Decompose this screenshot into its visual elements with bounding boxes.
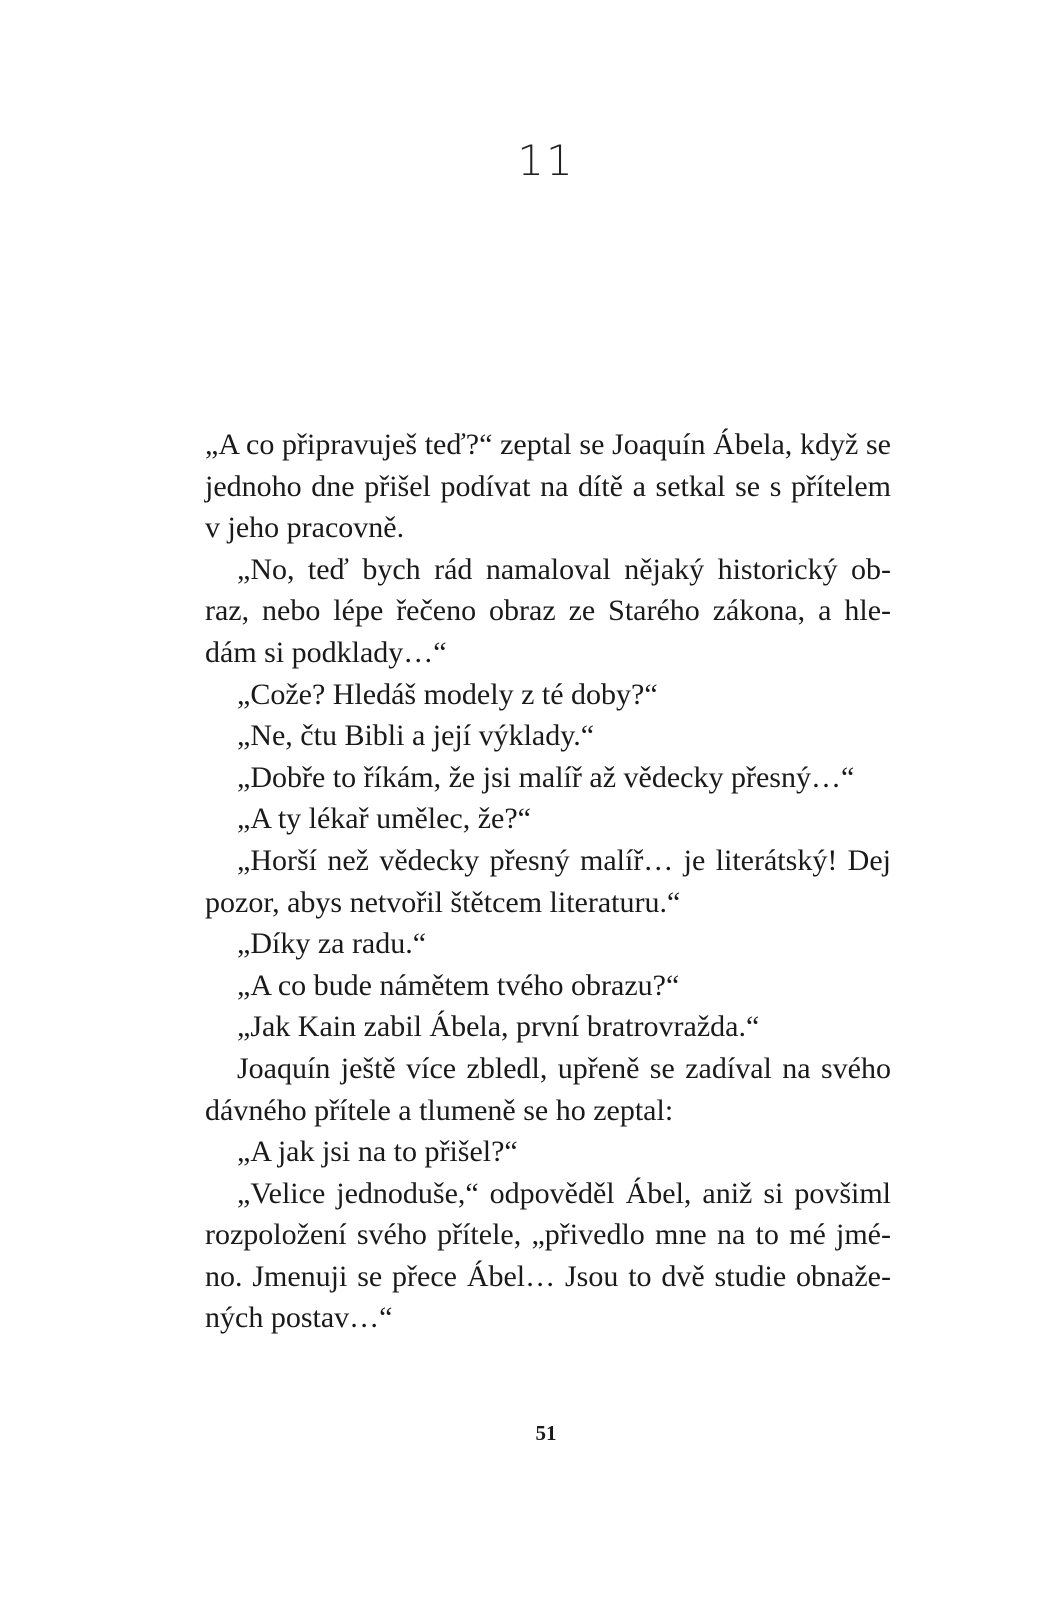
text-line: „A jak jsi na to přišel?“ (237, 1135, 518, 1169)
text-line: v jeho pracovně. (205, 511, 405, 545)
text-line: „A ty lékař umělec, že?“ (237, 802, 531, 836)
text-line: no. Jmenuji se přece Ábel… Jsou to dvě studie obnaže- (205, 1259, 891, 1293)
page-number: 51 (535, 1421, 557, 1445)
text-line: rozpoložení svého přítele, „přivedlo mne na to mé jmé- (205, 1218, 891, 1252)
text-line: „A co bude námětem tvého obrazu?“ (237, 968, 680, 1002)
text-line: dám si podklady…“ (205, 635, 447, 669)
text-line: „A co připravuješ teď?“ zeptal se Joaquín Ábela, když se (205, 428, 891, 461)
text-line: „Dobře to říkám, že jsi malíř až vědecky přesný…“ (237, 760, 855, 794)
text-line: jednoho dne přišel podívat na dítě a setkal se s přítelem (205, 469, 891, 503)
text-line: „Horší než vědecky přesný malíř… je literátský! Dej (237, 843, 891, 877)
text-line: „Ne, čtu Bibli a její výklady.“ (237, 719, 595, 753)
text-line: Joaquín ještě více zbledl, upřeně se zadíval na svého (237, 1051, 891, 1085)
text-line: dávného přítele a tlumeně se ho zeptal: (205, 1093, 674, 1127)
body-text (205, 424, 891, 1339)
text-line: „No, teď bych rád namaloval nějaký historický ob- (237, 552, 891, 586)
text-line: „Cože? Hledáš modely z té doby?“ (237, 677, 658, 711)
text-line: „Jak Kain zabil Ábela, první bratrovražda.“ (237, 1010, 760, 1044)
text-line: ných postav…“ (205, 1301, 393, 1335)
text-line: „Velice jednoduše,“ odpověděl Ábel, aniž si povšiml (237, 1176, 891, 1210)
text-line: pozor, abys netvořil štětcem literaturu.“ (205, 885, 681, 919)
text-line: raz, nebo lépe řečeno obraz ze Starého zákona, a hle- (205, 594, 891, 628)
chapter-number: 11 (517, 136, 575, 185)
text-line: „Díky za radu.“ (237, 927, 427, 961)
